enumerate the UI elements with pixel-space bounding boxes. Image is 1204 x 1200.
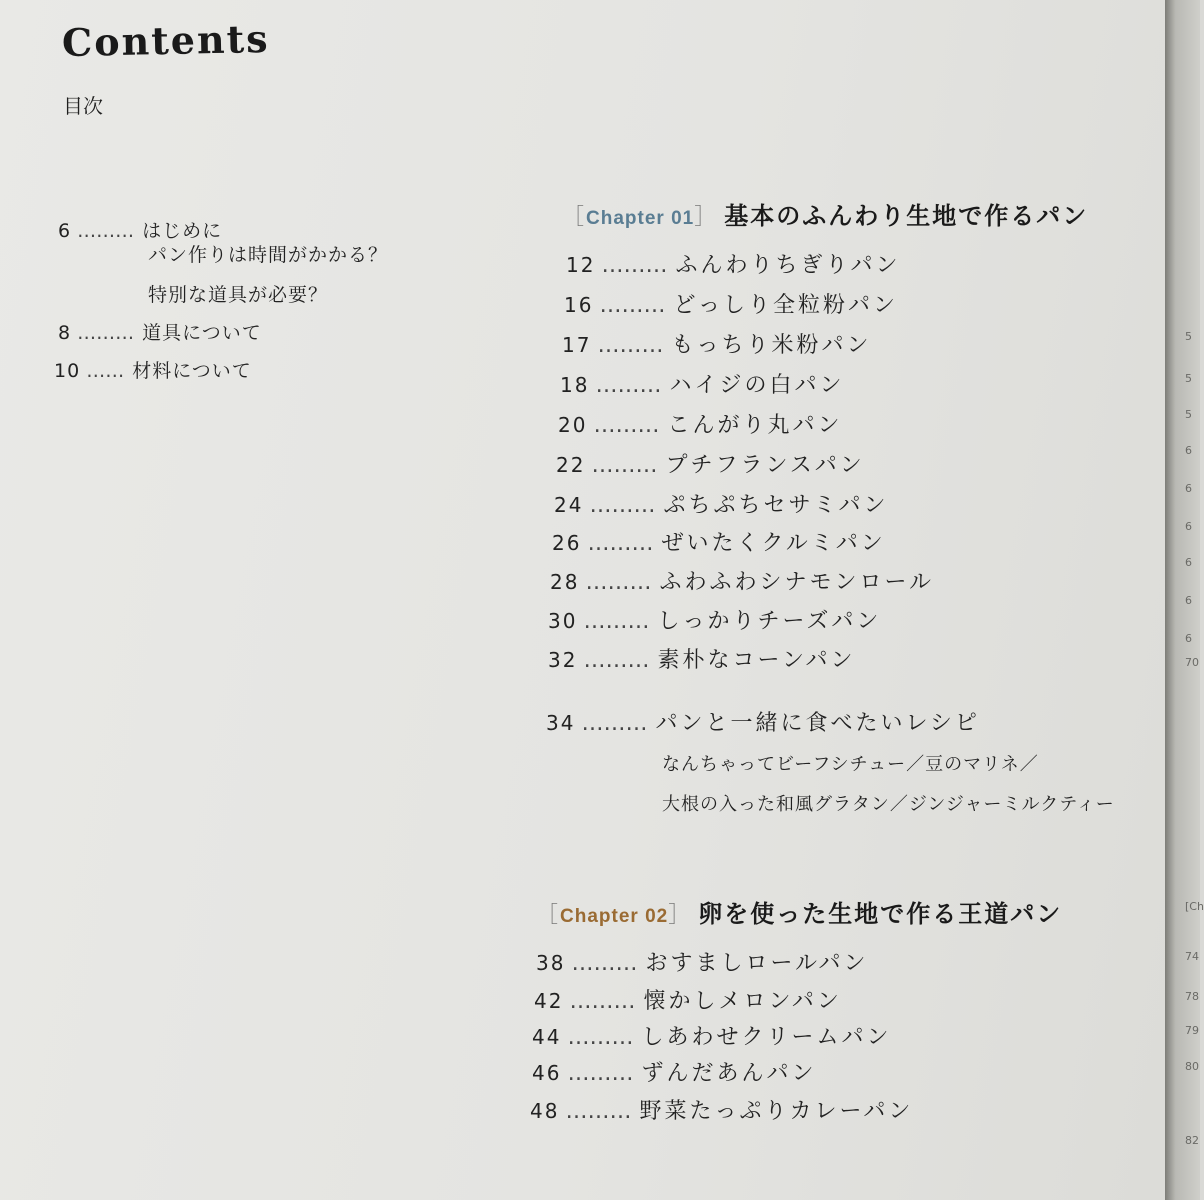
edge-page-number: 70 xyxy=(1185,656,1199,669)
edge-page-number: 79 xyxy=(1185,1024,1199,1037)
toc-entry xyxy=(54,356,252,383)
page-number: 34 xyxy=(546,711,576,735)
page-number: 44 xyxy=(532,1025,562,1049)
toc-entry xyxy=(530,1094,913,1125)
toc-entry xyxy=(564,288,898,319)
bracket-open: ［ xyxy=(562,205,587,230)
entry-title: もっちり米粉パン xyxy=(671,333,872,358)
leader-dots: ……… xyxy=(593,413,660,438)
page-heading: Contents xyxy=(61,15,270,66)
entry-title: しっかりチーズパン xyxy=(657,609,882,634)
leader-dots: ……… xyxy=(583,648,650,673)
leader-dots: ……… xyxy=(585,570,652,595)
page-number: 12 xyxy=(566,253,596,277)
entry-title: プチフランスパン xyxy=(665,453,865,478)
entry-title: 懐かしメロンパン xyxy=(643,989,842,1014)
entry-title: どっしり全粒粉パン xyxy=(673,293,899,318)
leader-dots: ……… xyxy=(569,989,636,1014)
entry-title: おすましロールパン xyxy=(645,951,869,976)
recipe-list: なんちゃってビーフシチュー／豆のマリネ／ xyxy=(662,754,1039,775)
edge-page-number: 5 xyxy=(1185,408,1192,421)
toc-entry xyxy=(552,526,886,557)
chapter-02-header xyxy=(536,894,1062,929)
leader-dots: ……… xyxy=(597,333,664,358)
leader-dots: ……… xyxy=(601,253,668,278)
leader-dots: ……… xyxy=(565,1099,632,1124)
entry-title: 材料について xyxy=(132,360,252,382)
entry-title: 素朴なコーンパン xyxy=(657,648,856,673)
page-number: 46 xyxy=(532,1061,562,1085)
leader-dots: ……… xyxy=(589,493,656,518)
edge-page-number: 5 xyxy=(1185,330,1192,343)
chapter-title: 基本のふんわり生地で作るパン xyxy=(724,202,1089,230)
edge-page-number: 5 xyxy=(1185,372,1192,385)
page-number: 17 xyxy=(562,333,592,357)
entry-title: しあわせクリームパン xyxy=(641,1025,892,1050)
edge-page-number: 6 xyxy=(1185,520,1192,533)
recipe-list: 大根の入った和風グラタン／ジンジャーミルクティー xyxy=(662,794,1115,815)
edge-page-number: 74 xyxy=(1185,950,1199,963)
bracket-close: ］ xyxy=(694,205,719,230)
toc-entry xyxy=(532,1056,816,1087)
page-number: 38 xyxy=(536,951,566,975)
leader-dots: ……… xyxy=(77,322,135,344)
edge-page-number: 6 xyxy=(1185,444,1192,457)
page-number: 22 xyxy=(556,453,586,477)
toc-entry xyxy=(548,604,881,635)
page-number: 26 xyxy=(552,531,582,555)
page-number: 10 xyxy=(54,360,81,382)
page-number: 8 xyxy=(58,322,72,344)
chapter-tag: Chapter 01 xyxy=(586,208,695,229)
leader-dots: ……… xyxy=(595,373,662,398)
chapter-title: 卵を使った生地で作る王道パン xyxy=(698,900,1063,928)
leader-dots: ……… xyxy=(583,609,650,634)
page-number: 42 xyxy=(534,989,564,1013)
toc-entry xyxy=(532,1020,891,1051)
entry-title: ハイジの白パン xyxy=(669,373,845,398)
entry-title: 野菜たっぷりカレーパン xyxy=(639,1099,914,1124)
toc-entry xyxy=(548,643,855,674)
page-number: 24 xyxy=(554,493,584,517)
edge-page-number: 6 xyxy=(1185,556,1192,569)
entry-subtitle: 特別な道具が必要？ xyxy=(148,284,329,306)
bracket-close: ］ xyxy=(668,903,693,928)
edge-page-number: 6 xyxy=(1185,594,1192,607)
leader-dots: ……… xyxy=(591,453,658,478)
bracket-open: ［ xyxy=(536,903,561,928)
page-number: 32 xyxy=(548,648,578,672)
toc-entry xyxy=(562,328,871,359)
toc-entry xyxy=(560,368,844,399)
entry-title: パンと一緒に食べたいレシピ xyxy=(655,711,980,736)
toc-entry xyxy=(550,565,934,596)
toc-entry xyxy=(536,946,868,977)
leader-dots: ……… xyxy=(587,531,654,556)
edge-page-number: 6 xyxy=(1185,632,1192,645)
entry-title: ずんだあんパン xyxy=(641,1061,817,1086)
entry-title: ぜいたくクルミパン xyxy=(661,531,886,556)
entry-subtitle: パン作りは時間がかかる？ xyxy=(148,244,389,266)
leader-dots: …… xyxy=(86,360,125,382)
toc-entry xyxy=(546,706,980,737)
leader-dots: ……… xyxy=(77,220,135,242)
toc-entry xyxy=(566,248,900,279)
entry-title: はじめに xyxy=(142,220,223,242)
leader-dots: ……… xyxy=(571,951,638,976)
entry-title: ふんわりちぎりパン xyxy=(675,253,901,278)
leader-dots: ……… xyxy=(581,711,648,736)
leader-dots: ……… xyxy=(567,1061,634,1086)
next-page-edge xyxy=(1165,0,1200,1200)
toc-entry xyxy=(556,448,865,479)
entry-title: 道具について xyxy=(142,322,262,344)
chapter-01-header xyxy=(562,196,1088,231)
edge-page-number: 80 xyxy=(1185,1060,1199,1073)
toc-entry xyxy=(554,488,888,519)
entry-title: ぷちぷちセサミパン xyxy=(663,493,889,518)
page-number: 30 xyxy=(548,609,578,633)
page-number: 20 xyxy=(558,413,588,437)
page-number: 18 xyxy=(560,373,590,397)
page-number: 28 xyxy=(550,570,580,594)
page-subheading: 目次 xyxy=(63,94,103,118)
page-number: 48 xyxy=(530,1099,560,1123)
leader-dots: ……… xyxy=(599,293,666,318)
toc-entry xyxy=(58,318,262,345)
edge-page-number: [Ch xyxy=(1185,900,1204,913)
edge-page-number: 6 xyxy=(1185,482,1192,495)
page-number: 16 xyxy=(564,293,594,317)
entry-title: ふわふわシナモンロール xyxy=(659,570,935,595)
edge-page-number: 78 xyxy=(1185,990,1199,1003)
edge-page-number: 82 xyxy=(1185,1134,1199,1147)
entry-title: こんがり丸パン xyxy=(667,413,843,438)
chapter-tag: Chapter 02 xyxy=(560,906,669,927)
toc-entry xyxy=(558,408,842,439)
page-number: 6 xyxy=(58,220,72,242)
toc-entry xyxy=(58,216,222,243)
toc-entry xyxy=(534,984,842,1015)
leader-dots: ……… xyxy=(567,1025,634,1050)
